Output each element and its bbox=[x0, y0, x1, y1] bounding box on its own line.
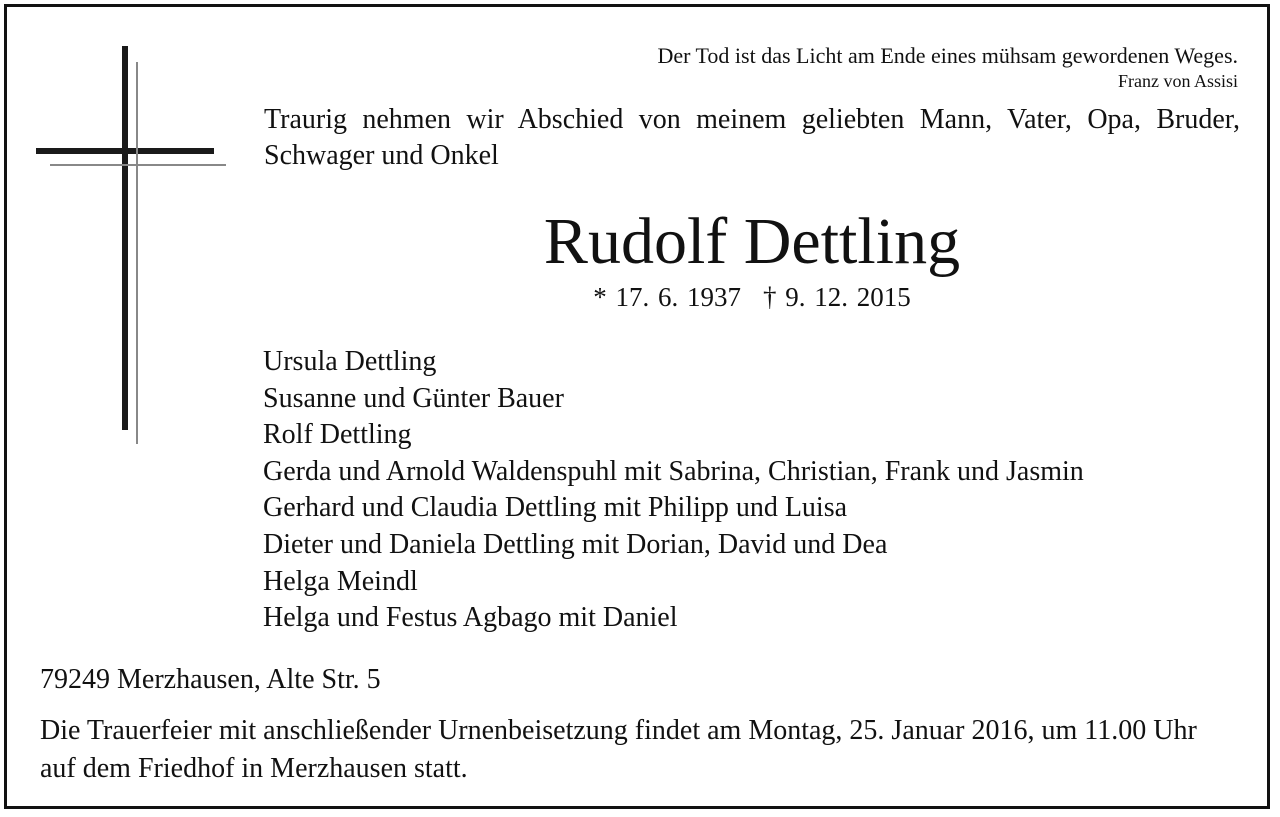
deceased-name: Rudolf Dettling bbox=[543, 205, 961, 278]
mourner-item: Susanne und Günter Bauer bbox=[263, 382, 564, 414]
death-date: † 9. 12. 2015 bbox=[763, 282, 911, 312]
mourners-list bbox=[263, 344, 1084, 637]
mourner-item: Helga Meindl bbox=[263, 565, 418, 597]
family-address: 79249 Merzhausen, Alte Str. 5 bbox=[40, 664, 381, 695]
mourner-item: Dieter und Daniela Dettling mit Dorian, David und Dea bbox=[263, 528, 888, 560]
mourner-item: Rolf Dettling bbox=[263, 419, 412, 451]
mourner-item: Ursula Dettling bbox=[263, 346, 437, 377]
mourner-item: Gerda und Arnold Waldenspuhl mit Sabrina, Christian, Frank und Jasmin bbox=[263, 455, 1084, 487]
mourner-item: Gerhard und Claudia Dettling mit Philipp und Luisa bbox=[263, 492, 848, 524]
ceremony-notice: Die Trauerfeier mit anschließender Urnenbeisetzung findet am Montag, 25. Januar 2016, um 11.00 Uhr auf dem Friedhof in Merzhausen statt. bbox=[40, 715, 1197, 784]
life-dates bbox=[264, 280, 1240, 314]
epigraph-author: Franz von Assisi bbox=[1117, 71, 1238, 91]
epigraph-text: Der Tod ist das Licht am Ende eines mühsam gewordenen Weges. bbox=[657, 43, 1238, 68]
cross-icon bbox=[36, 46, 228, 446]
birth-date: * 17. 6. 1937 bbox=[593, 282, 741, 312]
mourner-item: Helga und Festus Agbago mit Daniel bbox=[263, 602, 678, 634]
farewell-intro: Traurig nehmen wir Abschied von meinem geliebten Mann, Vater, Opa, Bruder, Schwager und Onkel bbox=[264, 104, 1240, 171]
epigraph bbox=[657, 42, 1238, 92]
